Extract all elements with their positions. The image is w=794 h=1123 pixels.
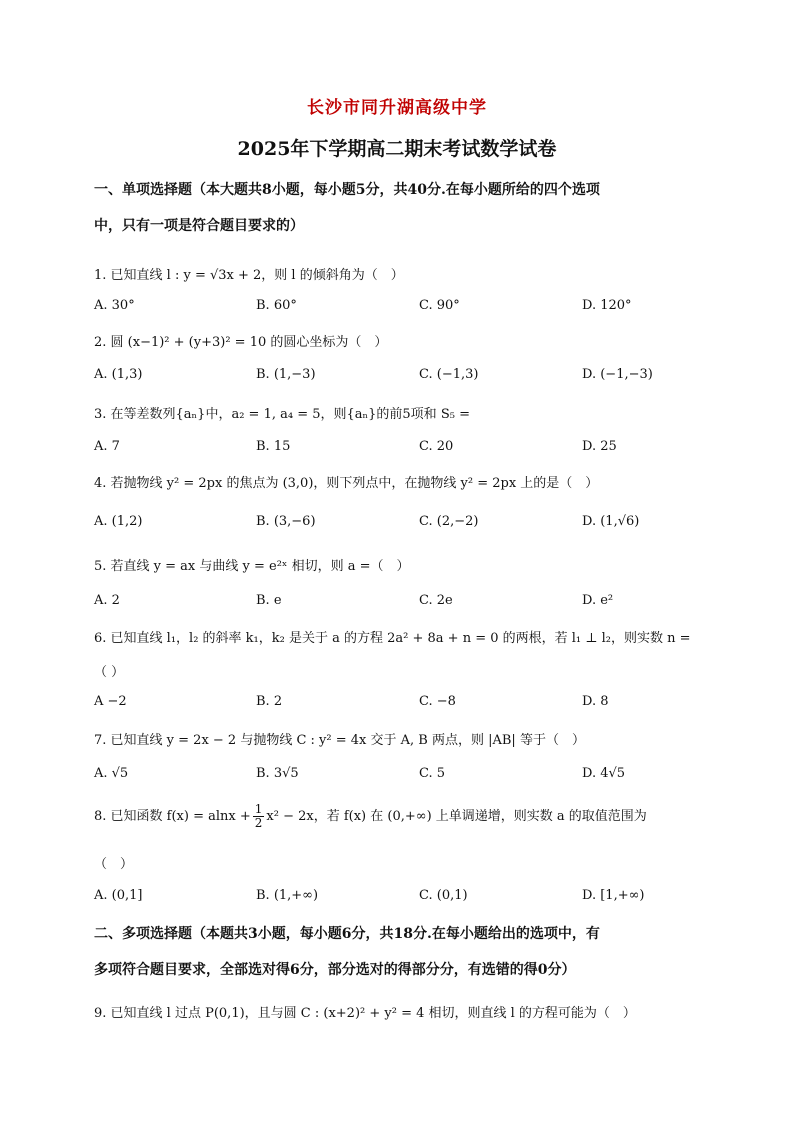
q8-fraction-denominator: 2 <box>254 816 263 830</box>
q3-option-d: D. 25 <box>582 439 617 454</box>
q8-fraction-numerator: 1 <box>254 802 263 816</box>
q5-option-b: B. e <box>256 593 282 608</box>
question-6: 6. 已知直线 l₁，l₂ 的斜率 k₁，k₂ 是关于 a 的方程 2a² + 8a + n = 0 的两根，若 l₁ ⊥ l₂，则实数 n = <box>94 631 691 646</box>
q5-option-d: D. e² <box>582 593 614 608</box>
q5-option-c: C. 2e <box>419 593 453 608</box>
question-7: 7. 已知直线 y = 2x − 2 与抛物线 C : y² = 4x 交于 A, B 两点，则 |AB| 等于（ ） <box>94 733 585 748</box>
q2-option-c: C. (−1,3) <box>419 367 479 382</box>
question-1: 1. 已知直线 l : y = √3x + 2，则 l 的倾斜角为（ ） <box>94 268 404 283</box>
q1-option-c: C. 90° <box>419 298 460 313</box>
q3-option-c: C. 20 <box>419 439 454 454</box>
q5-option-a: A. 2 <box>94 593 120 608</box>
q7-option-c: C. 5 <box>419 766 446 781</box>
q8-option-b: B. (1,+∞) <box>256 888 319 903</box>
question-3: 3. 在等差数列{aₙ}中，a₂ = 1, a₄ = 5，则{aₙ}的前5项和 S₅ = <box>94 407 470 422</box>
question-6-paren: （ ） <box>94 665 125 680</box>
q8-fraction <box>253 803 265 830</box>
q3-option-a: A. 7 <box>94 439 120 454</box>
q7-option-d: D. 4√5 <box>582 766 626 781</box>
q4-option-c: C. (2,−2) <box>419 514 479 529</box>
question-2: 2. 圆 (x−1)² + (y+3)² = 10 的圆心坐标为（ ） <box>94 335 388 350</box>
q4-option-d: D. (1,√6) <box>582 514 640 529</box>
q8-stem-start: 8. 已知函数 f(x) = alnx + <box>94 809 251 824</box>
q8-option-d: D. [1,+∞) <box>582 888 645 903</box>
q6-option-c: C. −8 <box>419 694 456 709</box>
question-5: 5. 若直线 y = ax 与曲线 y = e²ˣ 相切，则 a =（ ） <box>94 559 410 574</box>
section-1-heading <box>94 172 704 244</box>
section-1-line-2: 中，只有一项是符合题目要求的） <box>94 218 304 234</box>
q6-option-d: D. 8 <box>582 694 609 709</box>
q2-option-d: D. (−1,−3) <box>582 367 653 382</box>
question-8 <box>94 802 714 832</box>
q3-option-b: B. 15 <box>256 439 291 454</box>
question-4: 4. 若抛物线 y² = 2px 的焦点为 (3,0)，则下列点中，在抛物线 y² = 2px 上的是（ ） <box>94 476 599 491</box>
q1-option-b: B. 60° <box>256 298 297 313</box>
section-1-line-1: 一、单项选择题（本大题共8小题，每小题5分，共40分.在每小题所给的四个选项 <box>94 182 600 198</box>
q8-stem-end: x² − 2x，若 f(x) 在 (0,+∞) 上单调递增，则实数 a 的取值范围为 <box>266 809 647 824</box>
question-9: 9. 已知直线 l 过点 P(0,1)，且与圆 C : (x+2)² + y² = 4 相切，则直线 l 的方程可能为（ ） <box>94 1006 636 1021</box>
q7-option-b: B. 3√5 <box>256 766 299 781</box>
q2-option-a: A. (1,3) <box>94 367 143 382</box>
q6-option-b: B. 2 <box>256 694 283 709</box>
q1-option-a: A. 30° <box>94 298 135 313</box>
exam-title: 2025年下学期高二期末考试数学试卷 <box>237 138 557 160</box>
q8-option-c: C. (0,1) <box>419 888 468 903</box>
school-name: 长沙市同升湖高级中学 <box>307 98 487 118</box>
question-8-paren: （ ） <box>94 857 134 872</box>
section-2-heading <box>94 916 704 988</box>
q7-option-a: A. √5 <box>94 766 129 781</box>
section-2-line-2: 多项符合题目要求，全部选对得6分，部分选对的得部分分，有选错的得0分） <box>94 962 576 978</box>
q8-option-a: A. (0,1] <box>94 888 143 903</box>
q2-option-b: B. (1,−3) <box>256 367 316 382</box>
q4-option-b: B. (3,−6) <box>256 514 316 529</box>
q1-option-d: D. 120° <box>582 298 632 313</box>
section-2-line-1: 二、多项选择题（本题共3小题，每小题6分，共18分.在每小题给出的选项中，有 <box>94 926 600 942</box>
q4-option-a: A. (1,2) <box>94 514 143 529</box>
q6-option-a: A −2 <box>94 694 127 709</box>
